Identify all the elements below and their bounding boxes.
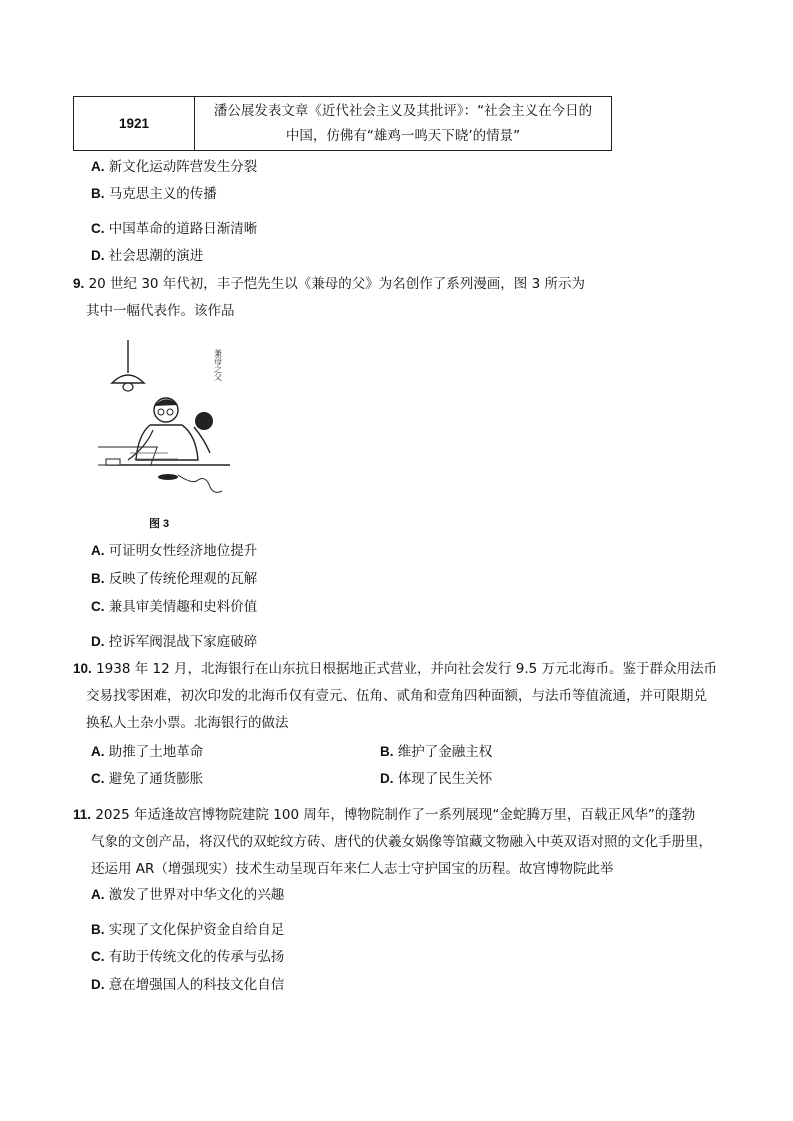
q9-stem-line2: 其中一幅代表作。该作品: [86, 303, 235, 319]
history-table: [73, 96, 612, 151]
q10-stem-line2: 交易找零困难，初次印发的北海币仅有壹元、伍角、贰角和壹角四种面额，与法币等值流通，并可限期兑: [86, 688, 707, 704]
table-desc-line1: 潘公展发表文章《近代社会主义及其批评》：“社会主义在今日的: [213, 102, 593, 119]
q11-option-c[interactable]: C. 有助于传统文化的传承与弘扬: [91, 949, 285, 965]
q10-option-b[interactable]: B. 维护了金融主权: [380, 744, 493, 760]
q11-stem-line3: 还运用 AR（增强现实）技术生动呈现百年来仁人志士守护国宝的历程。故宫博物院此举: [91, 861, 614, 877]
q9-option-a[interactable]: A. 可证明女性经济地位提升: [91, 543, 258, 559]
table-row: [74, 97, 612, 151]
q11-option-a[interactable]: A. 激发了世界对中华文化的兴趣: [91, 887, 285, 903]
q8-option-a[interactable]: A. 新文化运动阵营发生分裂: [91, 159, 258, 175]
q11-stem-line1: 11. 2025 年适逢故宫博物院建院 100 周年，博物院制作了一系列展现“金蛇腾万里，百载正风华”的蓬勃: [73, 807, 696, 823]
q9-option-d[interactable]: D. 控诉军阀混战下家庭破碎: [91, 634, 258, 650]
q8-option-d[interactable]: D. 社会思潮的演进: [91, 248, 204, 264]
cartoon-inscription: 兼母之父: [213, 349, 223, 381]
cartoon-figure: [98, 335, 238, 505]
table-desc-line2: 中国，仿佛有“雄鸡一鸣天下晓’的情景”: [285, 127, 521, 144]
q10-stem-line1: 10. 1938 年 12 月，北海银行在山东抗日根据地正式营业，并向社会发行 9.5 万元北海币。鉴于群众用法币: [73, 661, 718, 677]
q11-stem-line2: 气象的文创产品，将汉代的双蛇纹方砖、唐代的伏羲女娲像等馆藏文物融入中英双语对照的文化手册里，: [91, 834, 712, 850]
q11-option-b[interactable]: B. 实现了文化保护资金自给自足: [91, 922, 285, 938]
figure-caption: 图 3: [149, 518, 170, 530]
q11-option-d[interactable]: D. 意在增强国人的科技文化自信: [91, 977, 285, 993]
q10-option-a[interactable]: A. 助推了土地革命: [91, 744, 204, 760]
table-year-cell: 1921: [74, 97, 195, 151]
q9-stem-line1: 9. 20 世纪 30 年代初，丰子恺先生以《兼母的父》为名创作了系列漫画，图 3 所示为: [73, 276, 585, 292]
q8-option-b[interactable]: B. 马克思主义的传播: [91, 186, 217, 202]
q9-option-b[interactable]: B. 反映了传统伦理观的瓦解: [91, 571, 258, 587]
q10-option-c[interactable]: C. 避免了通货膨胀: [91, 771, 204, 787]
q9-option-c[interactable]: C. 兼具审美情趣和史料价值: [91, 599, 258, 615]
q8-option-c[interactable]: C. 中国革命的道路日渐清晰: [91, 221, 258, 237]
q10-option-d[interactable]: D. 体现了民生关怀: [380, 771, 493, 787]
table-desc-cell: [195, 97, 612, 151]
q10-stem-line3: 换私人土杂小票。北海银行的做法: [86, 715, 289, 731]
